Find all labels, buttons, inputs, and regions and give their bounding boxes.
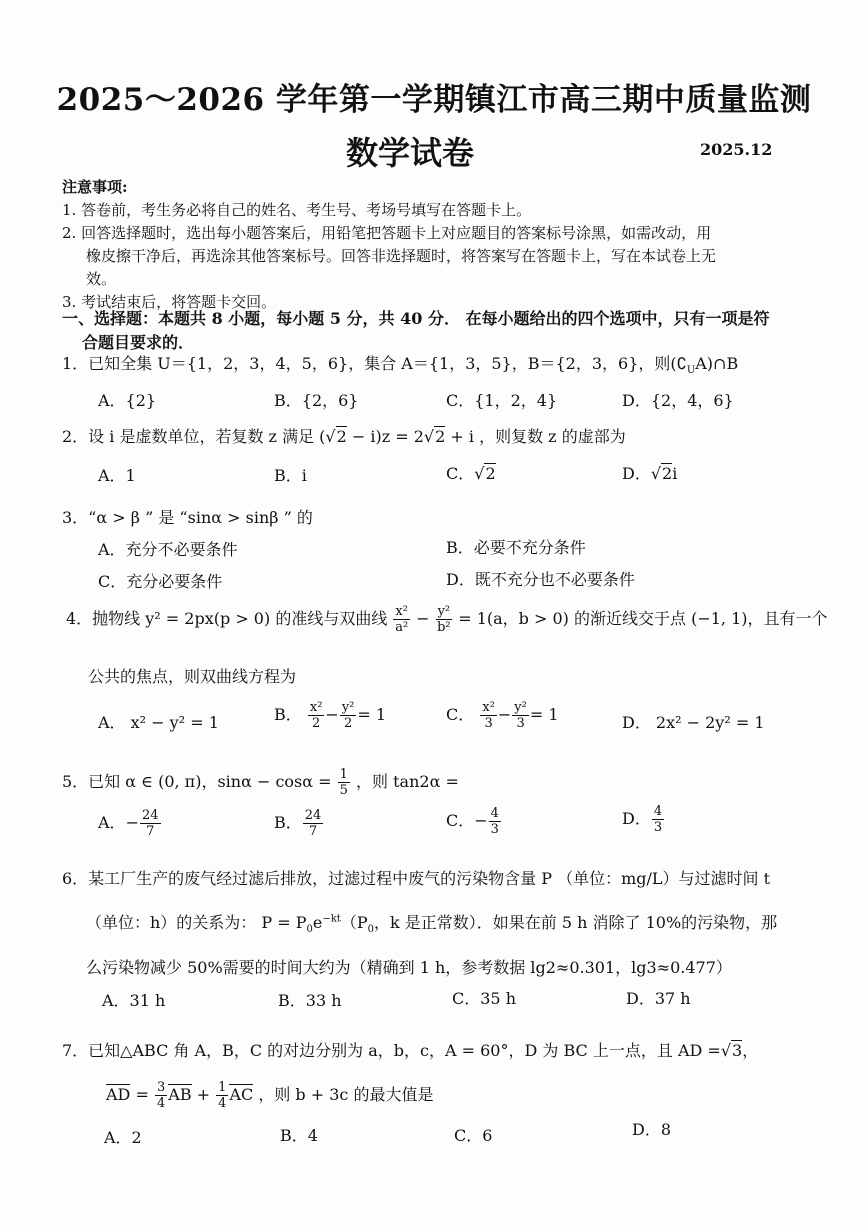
q3-option-c: C．充分必要条件 bbox=[98, 572, 223, 591]
q4-option-a: A． x² − y² = 1 bbox=[98, 713, 219, 732]
q2-option-c: C．√2 bbox=[446, 464, 496, 483]
q1-option-b: B．{2，6} bbox=[274, 391, 359, 410]
question-6-line1: 6．某工厂生产的废气经过滤后排放，过滤过程中废气的污染物含量 P （单位：mg/L）与过滤时间 t bbox=[62, 869, 771, 888]
q4-option-d: D． 2x² − 2y² = 1 bbox=[622, 713, 765, 732]
q1-option-c: C．{1，2，4} bbox=[446, 391, 558, 410]
q5-option-c: C．− $\frac{4}{3}$ bbox=[446, 806, 499, 837]
section-heading-cont: 合题目要求的． bbox=[82, 333, 195, 352]
exam-subtitle: 数学试卷 bbox=[346, 134, 475, 172]
q7-option-b: B．4 bbox=[280, 1126, 318, 1145]
question-1-stem: 1．已知全集 U＝{1，2，3，4，5，6}，集合 A＝{1，3，5}，B＝{2，3，6}，则$(∁_UA)\cap B$ bbox=[62, 354, 739, 377]
question-4-stem: 4．抛物线 y² = 2px(p > 0) 的准线与双曲线 $\frac{\text{x²}}{\text{a²}}$ − $\frac{\text{y²}}{\text{b²}}$ = 1(a，b > 0) 的渐近线交于点 (−1, 1)，且有一个 bbox=[66, 604, 828, 635]
q4-option-b: B． $\frac{\text{x²}}{2}$ − $\frac{\text{y²}}{2}$ = 1 bbox=[274, 700, 387, 731]
question-6-line2: （单位：h）的关系为： $P = P_0e^{-kt}(P_0$，k 是正常数）．如果在前 5 h 消除了 10%的污染物，那 bbox=[86, 913, 778, 936]
note-item: 2. 回答选择题时，选出每小题答案后，用铅笔把答题卡上对应题目的答案标号涂黑，如需改动，用 bbox=[62, 224, 712, 242]
fraction: $\frac{\text{y²}}{\text{b²}}$ bbox=[437, 604, 451, 635]
q7-option-a: A．2 bbox=[104, 1128, 142, 1147]
q3-option-b: B．必要不充分条件 bbox=[446, 538, 586, 557]
notes-heading: 注意事项: bbox=[62, 178, 128, 196]
q1-option-a: A．{2} bbox=[98, 391, 157, 410]
q6-option-d: D．37 h bbox=[626, 989, 691, 1008]
q2-option-d: D．√2i bbox=[622, 464, 678, 483]
q7-option-d: D．8 bbox=[632, 1120, 672, 1139]
q5-option-b: B． $\frac{24}{7}$ bbox=[274, 808, 322, 839]
exam-title: 2025～2026 学年第一学期镇江市高三期中质量监测 bbox=[56, 82, 812, 118]
question-7-line2: AD = $\frac{3}{4}$ AB + $\frac{1}{4}$ AC ，则 b + 3c 的最大值是 bbox=[106, 1080, 434, 1111]
question-7-line1: 7．已知△ABC 角 A，B，C 的对边分别为 a，b，c，A = 60°，D 为 BC 上一点，且 AD =√3， bbox=[62, 1041, 759, 1060]
q5-option-d: D． $\frac{4}{3}$ bbox=[622, 804, 663, 835]
q2-option-b: B．i bbox=[274, 466, 307, 485]
note-item: 3. 考试结束后，将答题卡交回。 bbox=[62, 293, 277, 311]
q3-option-d: D．既不充分也不必要条件 bbox=[446, 570, 635, 589]
question-6-line3: 么污染物减少 50%需要的时间大约为（精确到 1 h，参考数据 lg2≈0.301，lg3≈0.477） bbox=[86, 958, 732, 977]
q6-option-a: A．31 h bbox=[102, 991, 166, 1010]
question-4-stem-cont: 公共的焦点，则双曲线方程为 bbox=[88, 667, 297, 686]
note-item: 1. 答卷前，考生务必将自己的姓名、考生号、考场号填写在答题卡上。 bbox=[62, 201, 532, 219]
q3-option-a: A．充分不必要条件 bbox=[98, 540, 238, 559]
question-5-stem: 5．已知 α ∈ (0, π)，sinα − cosα = $\frac{1}{5}$ ，则 tan2α = bbox=[62, 767, 459, 798]
q1-option-d: D．{2，4，6} bbox=[622, 391, 734, 410]
note-item: 效。 bbox=[86, 270, 117, 288]
q6-option-b: B．33 h bbox=[278, 991, 342, 1010]
fraction: $\frac{\text{x²}}{\text{a²}}$ bbox=[395, 604, 409, 635]
q4-option-c: C． $\frac{\text{x²}}{3}$ − $\frac{\text{y²}}{3}$ = 1 bbox=[446, 700, 559, 731]
exam-date: 2025.12 bbox=[700, 140, 773, 159]
q7-option-c: C．6 bbox=[454, 1126, 493, 1145]
q2-option-a: A．1 bbox=[98, 466, 136, 485]
section-heading: 一、选择题：本题共 8 小题，每小题 5 分，共 40 分． 在每小题给出的四个选项中，只有一项是符 bbox=[62, 309, 770, 328]
question-2-stem: 2．设 i 是虚数单位，若复数 z 满足 (√2 − i)z = 2√2 + i ，则复数 z 的虚部为 bbox=[62, 427, 626, 446]
note-item: 橡皮擦干净后，再选涂其他答案标号。回答非选择题时，将答案写在答题卡上，写在本试卷上无 bbox=[86, 247, 717, 265]
question-3-stem: 3．“α > β ” 是 “sinα > sinβ ” 的 bbox=[62, 508, 313, 527]
q5-option-a: A．− $\frac{24}{7}$ bbox=[98, 808, 159, 839]
q6-option-c: C．35 h bbox=[452, 989, 516, 1008]
